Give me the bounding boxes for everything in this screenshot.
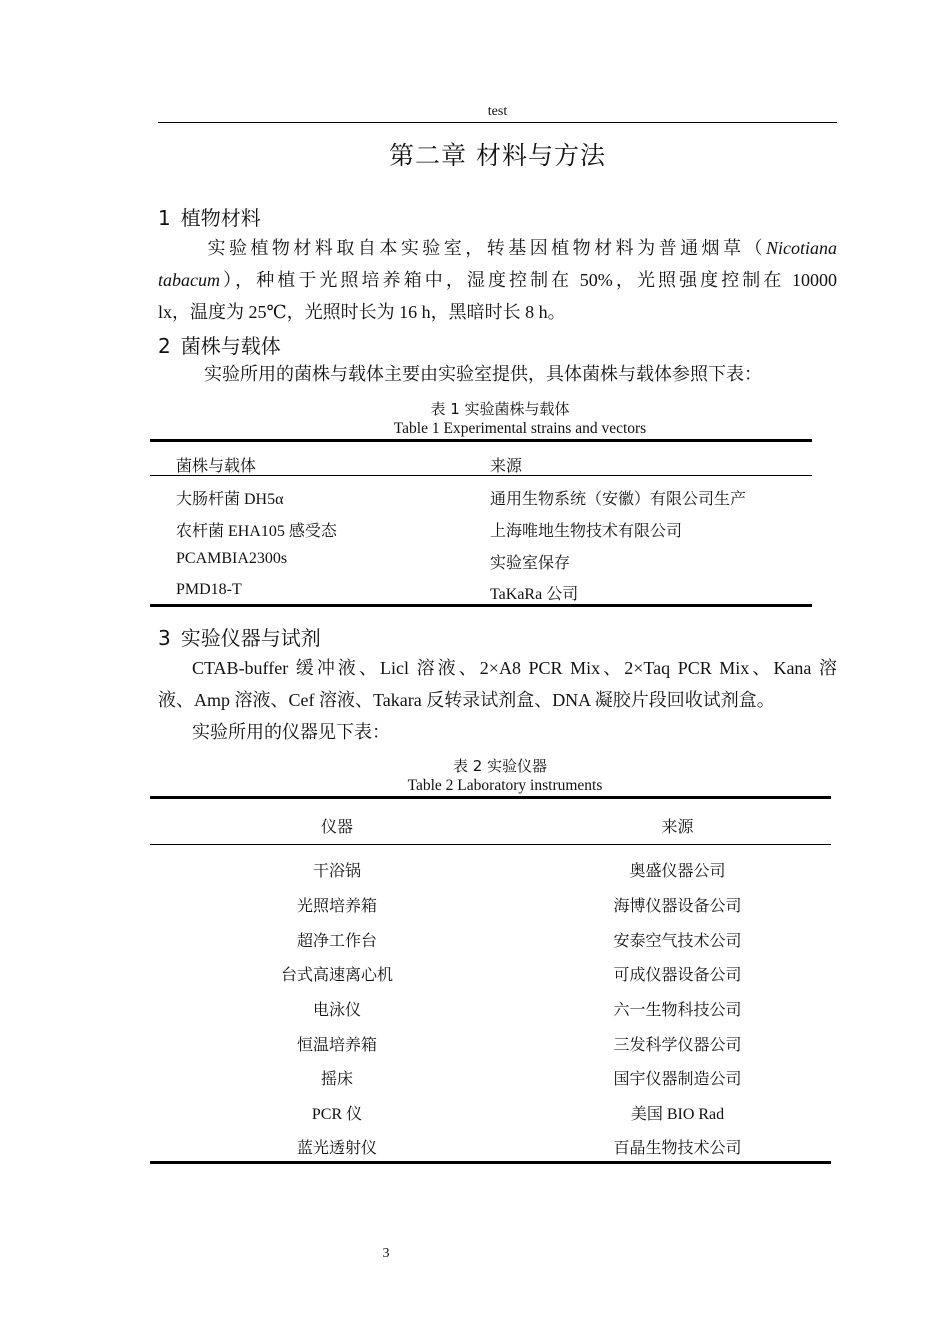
table-2-row-8-instrument: PCR 仪 bbox=[311, 1106, 363, 1123]
table-1-caption-cn: 表 1 实验菌株与载体 bbox=[430, 400, 570, 418]
table-2-header-col-2: 来源 bbox=[661, 819, 694, 836]
table-2-header-rule bbox=[150, 844, 831, 845]
table-2-row-7-source: 国宇仪器制造公司 bbox=[613, 1071, 742, 1088]
section-1-heading bbox=[158, 202, 261, 231]
section-2-heading bbox=[158, 330, 281, 359]
table-2-header-col-1: 仪器 bbox=[320, 819, 353, 836]
table-2-row-5-instrument: 电泳仪 bbox=[312, 1002, 361, 1019]
section-3-paragraph-line-3: 实验所用的仪器见下表： bbox=[192, 722, 390, 742]
table-2-row-6-instrument: 恒温培养箱 bbox=[296, 1037, 377, 1054]
table-1-row-4-strain: PMD18-T bbox=[176, 581, 242, 598]
table-2-row-4-instrument: 台式高速离心机 bbox=[280, 967, 393, 984]
table-2-row-3-source: 安泰空气技术公司 bbox=[613, 933, 742, 950]
section-1-paragraph-line-2 bbox=[158, 264, 837, 296]
paragraph-italic: tabacum bbox=[158, 270, 220, 290]
table-2-row-9-source: 百晶生物技术公司 bbox=[613, 1140, 742, 1157]
table-1-caption-en: Table 1 Experimental strains and vectors bbox=[393, 420, 647, 437]
table-1-row-3-strain: PCAMBIA2300s bbox=[176, 550, 288, 567]
table-2-row-3-instrument: 超净工作台 bbox=[296, 933, 377, 950]
table-2-row-6-source: 三发科学仪器公司 bbox=[613, 1037, 742, 1054]
table-2-row-2-source: 海博仪器设备公司 bbox=[613, 898, 742, 915]
table-2-row-5-source: 六一生物科技公司 bbox=[613, 1002, 742, 1019]
section-3-heading bbox=[158, 622, 321, 651]
table-2-top-rule bbox=[150, 796, 831, 799]
chapter-title: 第二章 材料与方法 bbox=[389, 141, 606, 170]
table-1-row-4-source: TaKaRa 公司 bbox=[490, 586, 579, 603]
paragraph-text: ），种植于光照培养箱中，湿度控制在 50%，光照强度控制在 10000 bbox=[220, 270, 837, 290]
table-2-row-8-source: 美国 BIO Rad bbox=[630, 1106, 725, 1123]
section-1-paragraph-line-3: lx，温度为 25℃，光照时长为 16 h，黑暗时长 8 h。 bbox=[158, 302, 566, 322]
table-1-row-3-source: 实验室保存 bbox=[490, 555, 571, 572]
table-2-row-9-instrument: 蓝光透射仪 bbox=[296, 1140, 377, 1157]
table-2-row-4-source: 可成仪器设备公司 bbox=[613, 967, 742, 984]
section-number: 3 bbox=[158, 626, 171, 650]
table-1-row-1-source: 通用生物系统（安徽）有限公司生产 bbox=[490, 491, 747, 508]
section-title: 植物材料 bbox=[180, 206, 261, 230]
table-2-row-2-instrument: 光照培养箱 bbox=[296, 898, 377, 915]
section-title: 实验仪器与试剂 bbox=[180, 626, 321, 650]
section-3-paragraph-line-2: 液、Amp 溶液、Cef 溶液、Takara 反转录试剂盒、DNA 凝胶片段回收试剂盒。 bbox=[158, 690, 775, 710]
table-1-row-2-source: 上海唯地生物技术有限公司 bbox=[490, 523, 683, 540]
table-2-caption-cn: 表 2 实验仪器 bbox=[452, 757, 548, 775]
section-2-intro: 实验所用的菌株与载体主要由实验室提供，具体菌株与载体参照下表： bbox=[204, 364, 762, 384]
section-number: 2 bbox=[158, 334, 171, 358]
section-1-paragraph-line-1 bbox=[158, 232, 837, 264]
section-3-paragraph-line-1: CTAB-buffer 缓冲液、Licl 溶液、2×A8 PCR Mix、2×Taq PCR Mix、Kana 溶 bbox=[192, 658, 837, 678]
table-2-caption-en: Table 2 Laboratory instruments bbox=[407, 777, 603, 794]
header-rule bbox=[158, 122, 837, 123]
section-title: 菌株与载体 bbox=[180, 334, 281, 358]
table-1-header-col-1: 菌株与载体 bbox=[176, 458, 257, 475]
table-2-bottom-rule bbox=[150, 1161, 831, 1164]
table-1-row-2-strain: 农杆菌 EHA105 感受态 bbox=[176, 523, 337, 540]
table-1-bottom-rule bbox=[150, 604, 812, 607]
table-1-header-rule bbox=[150, 475, 812, 476]
page-number: 3 bbox=[382, 1246, 390, 1261]
running-header: test bbox=[487, 104, 508, 119]
paragraph-italic: Nicotiana bbox=[766, 238, 837, 258]
table-1-top-rule bbox=[150, 439, 812, 442]
table-2-row-1-instrument: 干浴锅 bbox=[312, 863, 361, 880]
paragraph-text: 实验植物材料取自本实验室，转基因植物材料为普通烟草（ bbox=[204, 238, 766, 258]
table-2-row-1-source: 奥盛仪器公司 bbox=[629, 863, 726, 880]
table-1-row-1-strain: 大肠杆菌 DH5α bbox=[176, 491, 284, 508]
table-1-header-col-2: 来源 bbox=[490, 458, 523, 475]
section-number: 1 bbox=[158, 206, 171, 230]
table-2-row-7-instrument: 摇床 bbox=[320, 1071, 353, 1088]
